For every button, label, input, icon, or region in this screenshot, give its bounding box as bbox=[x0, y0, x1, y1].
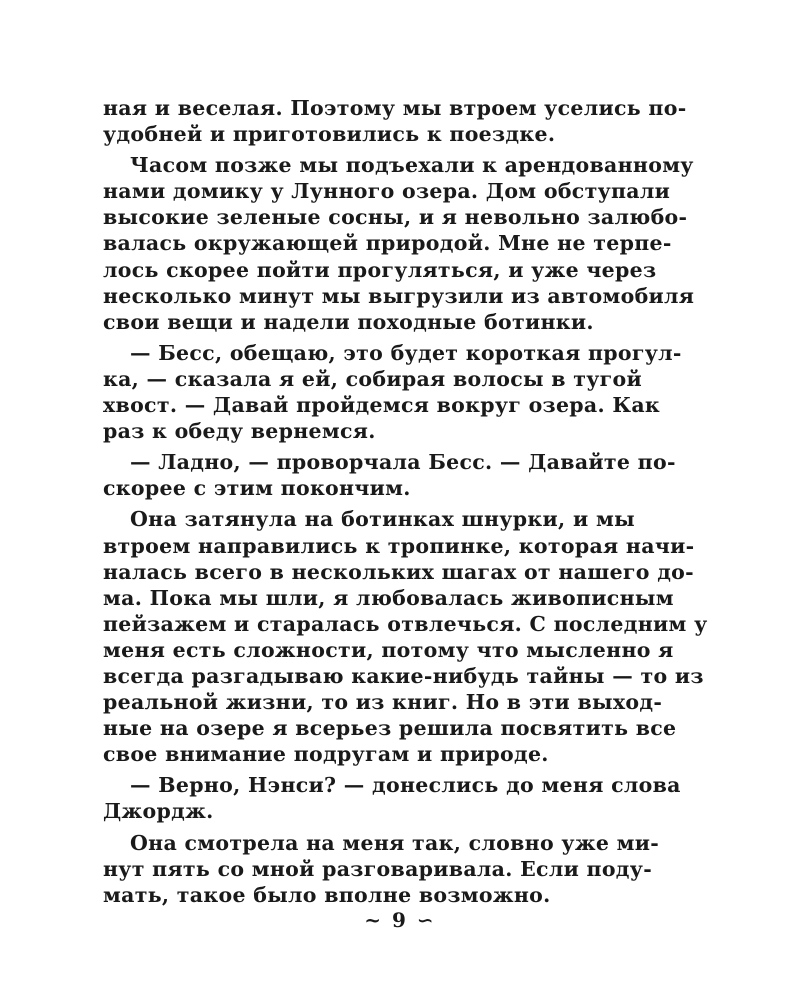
text-line: несколько минут мы выгрузили из автомобиля bbox=[103, 283, 695, 308]
text-line: пейзажем и старалась отвлечься. С последним у bbox=[103, 611, 708, 636]
text-line: Джордж. bbox=[103, 799, 214, 824]
text-line: Она затянула на ботинках шнурки, и мы bbox=[130, 507, 635, 532]
text-line: ная и веселая. Поэтому мы втроем уселись по- bbox=[103, 96, 687, 120]
text-line: нами домику у Лунного озера. Дом обступали bbox=[103, 179, 671, 204]
text-line: лось скорее пойти прогуляться, и уже через bbox=[103, 257, 657, 282]
text-line: ные на озере я всерьез решила посвятить все bbox=[103, 716, 677, 741]
text-line: валась окружающей природой. Мне не терпе- bbox=[103, 231, 672, 256]
body-text bbox=[103, 95, 708, 908]
text-line: хвост. — Давай пройдемся вокруг озера. Как bbox=[103, 393, 661, 418]
text-line: меня есть сложности, потому что мысленно я bbox=[103, 637, 674, 662]
text-line: ма. Пока мы шли, я любовалась живописным bbox=[103, 585, 674, 610]
text-line: Часом позже мы подъехали к арендованному bbox=[130, 153, 694, 178]
text-line: раз к обеду вернемся. bbox=[103, 419, 376, 444]
text-line: всегда разгадываю какие-нибудь тайны — то из bbox=[103, 663, 704, 688]
text-line: — Верно, Нэнси? — донеслись до меня слова bbox=[130, 773, 681, 798]
text-line: нут пять со мной разговаривала. Если поду- bbox=[103, 856, 653, 881]
text-line: мать, такое было вполне возможно. bbox=[103, 882, 551, 907]
text-line: — Бесс, обещаю, это будет короткая прогул- bbox=[130, 340, 682, 365]
folio-ornament-left-icon: ~ bbox=[364, 908, 384, 932]
page-number: 9 bbox=[392, 908, 408, 932]
text-line: свое внимание подругам и природе. bbox=[103, 742, 549, 767]
text-line: свои вещи и надели походные ботинки. bbox=[103, 309, 594, 334]
text-line: удобней и приготовились к поездке. bbox=[103, 122, 556, 147]
text-line: — Ладно, — проворчала Бесс. — Давайте по- bbox=[130, 450, 676, 475]
text-line: Она смотрела на меня так, словно уже ми- bbox=[130, 830, 660, 855]
text-line: ка, — сказала я ей, собирая волосы в тугой bbox=[103, 366, 643, 391]
folio-ornament-right-icon: ∽ bbox=[416, 908, 436, 932]
text-line: реальной жизни, то из книг. Но в эти выход- bbox=[103, 690, 663, 715]
text-line: втроем направились к тропинке, которая начи- bbox=[103, 533, 695, 558]
text-line: налась всего в нескольких шагах от нашего до- bbox=[103, 559, 694, 584]
text-line: скорее с этим покончим. bbox=[103, 476, 411, 501]
text-line: высокие зеленые сосны, и я невольно залюбо- bbox=[103, 205, 688, 230]
page-folio bbox=[0, 908, 800, 932]
